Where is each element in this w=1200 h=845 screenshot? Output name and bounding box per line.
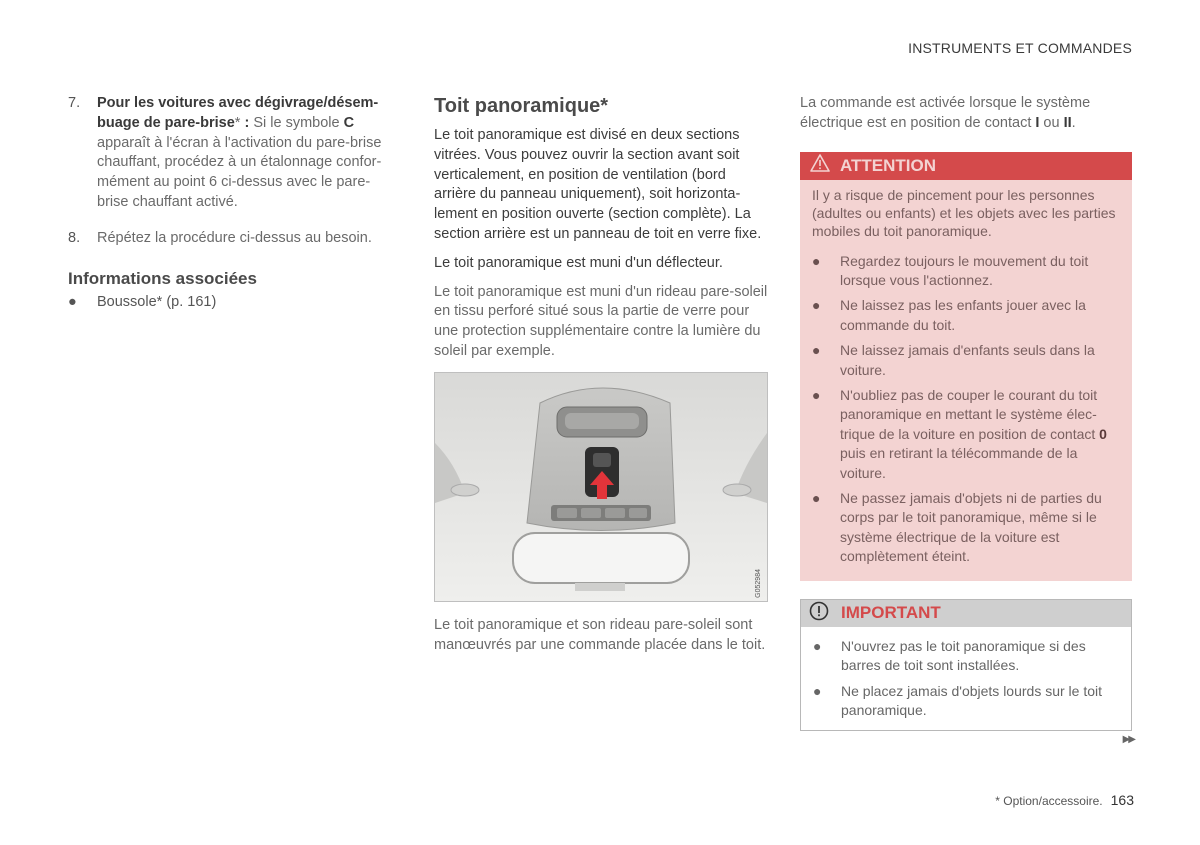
step-number: 7.: [68, 95, 81, 111]
image-caption: Le toit panoramique et son rideau pare-soleil sont manœuvrés par une commande placée dans le toit.: [434, 616, 766, 653]
step-text-b: apparaît à l'écran à l'activation du pare-brise chauffant, procédez à un étalonnage confor-mément au point 6 ci-dessus avec le pare-brise chauffant activé.: [97, 134, 382, 210]
page-header: INSTRUMENTS ET COMMANDES: [908, 40, 1132, 56]
step-text: [97, 94, 396, 213]
important-box: [800, 599, 1132, 732]
ignition-position-0: 0: [1099, 425, 1107, 442]
warning-item: [812, 386, 1120, 483]
step-bold-lead: Pour les voitures avec dégivrage/désem-buage de pare-brise: [97, 95, 379, 131]
bullet-dot: ●: [813, 682, 822, 699]
column-left: [68, 94, 396, 312]
activation-text-mid: ou: [1039, 114, 1064, 131]
important-item: [813, 682, 1119, 721]
warning-item-text: [840, 386, 1120, 483]
warning-item-text-a: N'oubliez pas de couper le courant du toit panoramique en mettant le système élec-trique de la voiture en position de contact: [840, 387, 1100, 442]
column-middle: [434, 94, 768, 655]
related-info-heading: Informations associées: [68, 268, 257, 288]
warning-item: [812, 252, 1120, 291]
paragraph-3: Le toit panoramique est muni d'un rideau pare-soleil en tissu perforé situé sous la partie de verre pour une protection supplémentaire contre la lumière du soleil par exemple.: [434, 283, 768, 359]
important-item-text: N'ouvrez pas le toit panoramique si des barres de toit sont installées.: [841, 637, 1086, 674]
section-title: Toit panoramique*: [434, 95, 609, 117]
warning-header: [800, 152, 1132, 180]
activation-text-end: .: [1071, 114, 1076, 131]
warning-item-text: Ne laissez pas les enfants jouer avec la commande du toit.: [840, 297, 1086, 333]
bullet-dot: ●: [68, 293, 77, 310]
image-code: G052984: [755, 568, 762, 598]
option-star: *: [234, 114, 241, 131]
related-link-item[interactable]: [68, 293, 396, 313]
activation-note: [800, 94, 1132, 134]
important-header: [801, 600, 1131, 627]
paragraph-2: Le toit panoramique est muni d'un déflecteur.: [434, 254, 723, 271]
warning-item: [812, 341, 1120, 380]
next-page-arrow-icon[interactable]: ▶▶: [1122, 734, 1134, 745]
column-right: [800, 94, 1132, 731]
calibration-symbol: C: [343, 114, 355, 131]
ignition-position-2: II: [1063, 114, 1072, 131]
bullet-dot: ●: [812, 297, 821, 314]
roof-console-illustration: [434, 372, 768, 602]
related-link-text[interactable]: Boussole* (p. 161): [97, 293, 217, 310]
warning-item-text: Ne laissez jamais d'enfants seuls dans la voiture.: [840, 342, 1095, 378]
bullet-dot: ●: [813, 637, 822, 654]
page-footer: [995, 792, 1134, 808]
important-list: [801, 627, 1131, 721]
warning-label: ATTENTION: [840, 155, 937, 175]
step-text: Répétez la procédure ci-dessus au besoin.: [97, 229, 372, 246]
warning-item-text-b: puis en retirant la télécommande de la voiture.: [840, 445, 1078, 481]
important-item: [813, 637, 1119, 676]
step-colon: :: [240, 114, 250, 131]
warning-triangle-icon: [810, 154, 830, 177]
warning-box: [800, 152, 1132, 581]
warning-item-text: Ne passez jamais d'objets ni de parties du corps par le toit panoramique, même si le système électrique de la voiture est complètement éteint.: [840, 490, 1102, 565]
warning-item-text: Regardez toujours le mouvement du toit lorsque vous l'actionnez.: [840, 252, 1089, 288]
bullet-dot: ●: [812, 490, 821, 507]
bullet-dot: ●: [812, 342, 821, 359]
bullet-dot: ●: [812, 387, 821, 404]
step-text-a: Si le symbole: [249, 114, 344, 131]
warning-list: [800, 240, 1132, 567]
exclamation-circle-icon: [809, 601, 829, 626]
option-note: * Option/accessoire.: [995, 794, 1103, 808]
page-number: 163: [1110, 792, 1134, 808]
warning-item: [812, 296, 1120, 335]
warning-item: [812, 489, 1120, 567]
bullet-dot: ●: [812, 252, 821, 269]
ignition-position-1: I: [1035, 114, 1040, 131]
warning-intro: Il y a risque de pincement pour les personnes (adultes ou enfants) et les objets avec les parties mobiles du toit panoramique.: [812, 186, 1116, 239]
paragraph-1: Le toit panoramique est divisé en deux sections vitrées. Vous pouvez ouvrir la section avant soit verticalement, en position de ventilation (bord arrière du panneau uniquement), soit horizonta-lement en position ouverte (section complète). La section arrière est un panneau de toit en verre fixe.: [434, 127, 762, 242]
step-number: 8.: [68, 229, 81, 246]
activation-text-a: La commande est activée lorsque le système électrique est en position de contact: [800, 95, 1091, 131]
step-8: [68, 229, 396, 249]
important-item-text: Ne placez jamais d'objets lourds sur le toit panoramique.: [841, 682, 1103, 718]
step-7: [68, 94, 396, 213]
roof-console-drawing: [435, 373, 767, 601]
important-label: IMPORTANT: [841, 603, 941, 623]
